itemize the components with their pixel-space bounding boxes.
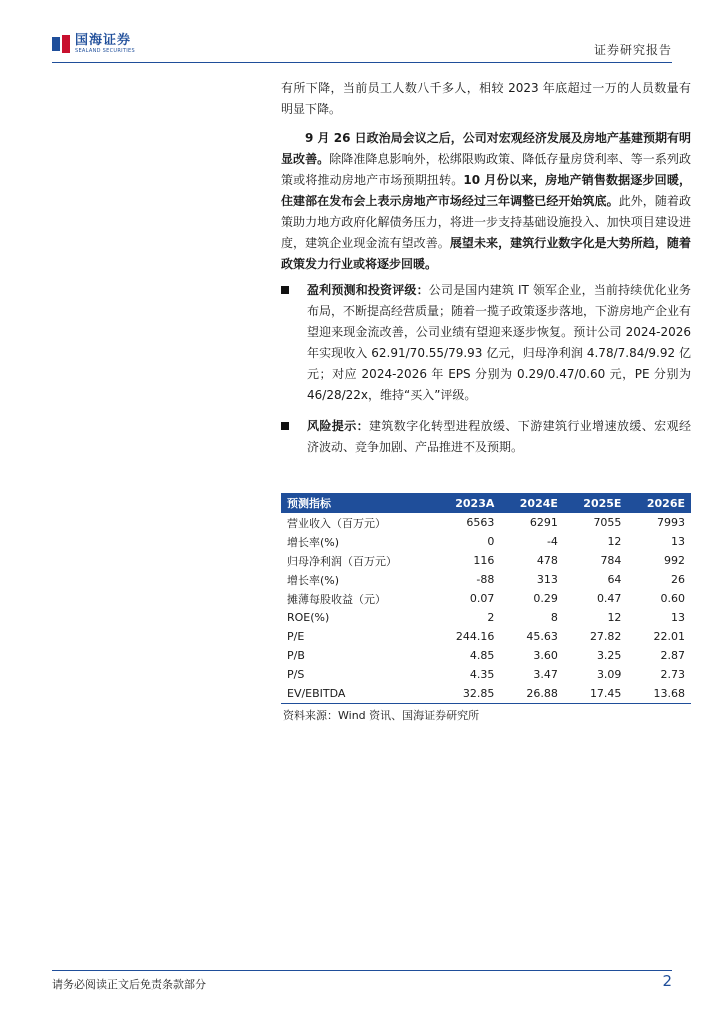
paragraph-macro-text-2: 此外，随着政策助力地方政府化解债务压力，将进一步支持基础设施投入、加快项目建设进度，建筑企业现金流有望改善。 bbox=[281, 194, 691, 250]
bullet-risk-title: 风险提示： bbox=[307, 419, 369, 433]
header-divider bbox=[52, 62, 672, 63]
table-row bbox=[281, 646, 691, 665]
table-row-label: 增长率(%) bbox=[287, 535, 340, 549]
table-cell: 13.68 bbox=[627, 684, 691, 704]
table-cell: 478 bbox=[536, 554, 558, 567]
table-row bbox=[281, 627, 691, 646]
table-cell: 13 bbox=[671, 611, 685, 624]
table-row-label: 归母净利润（百万元） bbox=[287, 554, 397, 568]
table-header-cell: 2026E bbox=[627, 493, 691, 513]
table-cell: 3.09 bbox=[596, 668, 622, 681]
table-cell: -4 bbox=[546, 535, 558, 548]
bullet-risk bbox=[281, 416, 691, 458]
paragraph-staff: 有所下降，当前员工人数八千多人，相较 2023 年底超过一万的人员数量有明显下降。 bbox=[281, 81, 691, 116]
table-cell: 7055 bbox=[593, 516, 622, 529]
table-cell: 2.73 bbox=[660, 668, 685, 681]
table-cell: 45.63 bbox=[526, 630, 558, 643]
table-cell: 992 bbox=[664, 554, 685, 567]
company-logo bbox=[52, 32, 135, 56]
table-cell: 784 bbox=[600, 554, 622, 567]
table-header-cell: 2023A bbox=[436, 493, 501, 513]
table-row bbox=[281, 608, 691, 627]
table-row bbox=[281, 532, 691, 551]
page-number: 2 bbox=[662, 972, 672, 990]
table-cell: 3.47 bbox=[533, 668, 558, 681]
table-header-cell: 2024E bbox=[500, 493, 564, 513]
table-cell: 12 bbox=[607, 535, 622, 548]
table-body bbox=[281, 513, 691, 704]
table-header-row bbox=[281, 493, 691, 513]
table-row-label: 增长率(%) bbox=[287, 573, 340, 587]
table-row bbox=[281, 513, 691, 532]
footer-divider bbox=[52, 970, 672, 971]
table-cell: 313 bbox=[536, 573, 558, 586]
table-cell: 6563 bbox=[466, 516, 495, 529]
table-row-label: P/S bbox=[287, 668, 305, 681]
table-cell: 32.85 bbox=[436, 684, 501, 704]
table-row-label: 摊薄每股收益（元） bbox=[287, 592, 386, 606]
table-row-label: P/B bbox=[287, 649, 305, 662]
logo-mark-icon bbox=[52, 35, 70, 53]
table-row-label: 营业收入（百万元） bbox=[287, 516, 386, 530]
table-cell: 64 bbox=[607, 573, 622, 586]
bullet-square-icon bbox=[281, 422, 289, 430]
paragraph-macro-bold-2: 10 月份以来，房地产销售数据逐步回暖，住建部在发布会上表示房地产市场经过三年调整已经开始筑底。 bbox=[281, 173, 691, 208]
table-row bbox=[281, 589, 691, 608]
paragraph-macro bbox=[281, 128, 691, 275]
page-header bbox=[52, 28, 672, 62]
table-cell: 0.60 bbox=[660, 592, 685, 605]
table-row-label: ROE(%) bbox=[287, 611, 330, 624]
bullet-forecast-text: 公司是国内建筑 IT 领军企业，当前持续优化业务布局，不断提高经营质量；随着一揽子政策逐步落地，下游房地产企业有望迎来现金流改善，公司业绩有望迎来逐步恢复。预计公司 2024-2026 年实现收入 62.91/70.55/79.93 亿元，归母净利润 4.78/7.84/9.92 亿元；对应 2024-2026 年 EPS 分别为 0.29/0.47/0.60 元，PE 分别为 46/28/22x，维持“买入”评级。 bbox=[307, 283, 692, 402]
table-cell: 7993 bbox=[657, 516, 685, 529]
footer-disclaimer: 请务必阅读正文后免责条款部分 bbox=[52, 978, 206, 991]
table-cell: 13 bbox=[671, 535, 685, 548]
logo-name-en: SEALAND SECURITIES bbox=[75, 48, 135, 54]
table-header-cell: 2025E bbox=[564, 493, 628, 513]
table-header-cell: 预测指标 bbox=[281, 493, 436, 513]
table-cell: 0.47 bbox=[596, 592, 622, 605]
table-cell: 0.07 bbox=[469, 592, 495, 605]
table-row-label: EV/EBITDA bbox=[281, 684, 436, 704]
table-row bbox=[281, 570, 691, 589]
table-cell: 4.35 bbox=[469, 668, 495, 681]
table-row-label: P/E bbox=[287, 630, 305, 643]
report-type-label: 证券研究报告 bbox=[593, 43, 672, 57]
table-cell: 26 bbox=[671, 573, 685, 586]
table-cell: 3.60 bbox=[533, 649, 558, 662]
table-cell: 8 bbox=[550, 611, 558, 624]
bullet-forecast-title: 盈利预测和投资评级： bbox=[307, 283, 429, 297]
table-cell: 244.16 bbox=[455, 630, 495, 643]
table-cell: 0 bbox=[487, 535, 495, 548]
table-cell: 116 bbox=[473, 554, 495, 567]
table-source-note: 资料来源：Wind 资讯、国海证券研究所 bbox=[283, 709, 480, 722]
bullet-risk-text: 建筑数字化转型进程放缓、下游建筑行业增速放缓、宏观经济波动、竞争加剧、产品推进不及预期。 bbox=[307, 419, 691, 454]
table-cell: 22.01 bbox=[653, 630, 685, 643]
table-row bbox=[281, 551, 691, 570]
table-cell: 27.82 bbox=[589, 630, 622, 643]
table-cell: 2.87 bbox=[660, 649, 685, 662]
table-row bbox=[281, 684, 691, 704]
table-cell: 0.29 bbox=[533, 592, 558, 605]
table-cell: 12 bbox=[607, 611, 622, 624]
table-cell: 4.85 bbox=[469, 649, 495, 662]
table-cell: 2 bbox=[487, 611, 495, 624]
table-row bbox=[281, 665, 691, 684]
forecast-table bbox=[281, 493, 691, 704]
paragraph-macro-text-1: 除降准降息影响外，松绑限购政策、降低存量房贷利率、等一系列政策或将推动房地产市场预期扭转。 bbox=[281, 152, 691, 187]
table-cell: 17.45 bbox=[564, 684, 628, 704]
paragraph-macro-bold-1: 9 月 26 日政治局会议之后，公司对宏观经济发展及房地产基建预期有明显改善。 bbox=[281, 131, 691, 166]
table-cell: 3.25 bbox=[596, 649, 622, 662]
table-cell: 26.88 bbox=[500, 684, 564, 704]
paragraph-macro-bold-3: 展望未来，建筑行业数字化是大势所趋，随着政策发力行业或将逐步回暖。 bbox=[281, 236, 691, 271]
table-cell: 6291 bbox=[529, 516, 558, 529]
table-cell: -88 bbox=[476, 573, 495, 586]
bullet-square-icon bbox=[281, 286, 289, 294]
logo-name-cn: 国海证券 bbox=[75, 33, 132, 48]
bullet-forecast-rating bbox=[281, 280, 691, 406]
